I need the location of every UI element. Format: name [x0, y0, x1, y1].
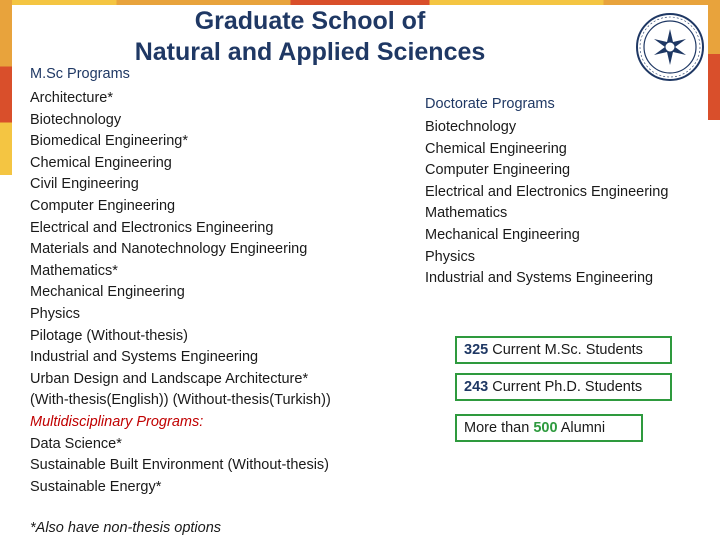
list-item: Materials and Nanotechnology Engineering: [30, 241, 308, 258]
top-decor-bar: [12, 0, 708, 5]
list-item: Physics: [425, 248, 475, 265]
page-title: [130, 6, 490, 68]
list-item: Civil Engineering: [30, 176, 139, 193]
list-item: Biotechnology: [425, 119, 517, 135]
doctorate-program-list: [425, 117, 668, 290]
list-item: Mechanical Engineering: [30, 284, 185, 301]
title-line-2: Natural and Applied Sciences: [134, 38, 486, 66]
alumni-stat-box: [455, 414, 643, 442]
doctorate-programs-heading: Doctorate Programs: [425, 96, 555, 112]
list-item: Pilotage (Without-thesis): [30, 327, 188, 344]
list-item: Computer Engineering: [30, 197, 176, 214]
right-decor-stripe: [708, 0, 720, 120]
list-item: Biomedical Engineering*: [30, 133, 188, 150]
title-line-1: Graduate School of: [194, 7, 426, 35]
left-decor-stripe: [0, 0, 12, 175]
alumni-count: 500: [533, 420, 558, 436]
alumni-prefix: More than: [464, 420, 534, 436]
multidisciplinary-heading: Multidisciplinary Programs:: [30, 413, 204, 430]
list-item: Industrial and Systems Engineering: [425, 270, 654, 287]
list-item: Chemical Engineering: [425, 140, 567, 157]
list-item: Sustainable Built Environment (Without-thesis): [30, 457, 329, 474]
list-item: Computer Engineering: [425, 162, 571, 179]
list-item: Electrical and Electronics Engineering: [425, 183, 669, 200]
phd-students-stat-box: [455, 373, 672, 401]
msc-students-stat-box: [455, 336, 672, 364]
phd-students-count: 243: [464, 379, 489, 395]
list-item: Sustainable Energy*: [30, 478, 162, 495]
msc-program-list: [30, 88, 331, 498]
list-item: (With-thesis(English)) (Without-thesis(Turkish)): [30, 392, 331, 409]
list-item: Mathematics*: [30, 262, 118, 279]
list-item: Mechanical Engineering: [425, 226, 580, 243]
phd-students-label: Current Ph.D. Students: [488, 379, 643, 395]
list-item: Mathematics: [425, 205, 508, 222]
list-item: Biotechnology: [30, 111, 122, 128]
list-item: Industrial and Systems Engineering: [30, 349, 259, 366]
alumni-suffix: Alumni: [557, 420, 606, 436]
list-item: Architecture*: [30, 90, 114, 106]
list-item: Electrical and Electronics Engineering: [30, 219, 274, 236]
list-item: Chemical Engineering: [30, 154, 172, 171]
university-seal-icon: [635, 12, 705, 82]
list-item: Urban Design and Landscape Architecture*: [30, 370, 309, 387]
msc-programs-heading: M.Sc Programs: [30, 66, 130, 82]
msc-students-count: 325: [464, 342, 489, 358]
msc-students-label: Current M.Sc. Students: [488, 342, 643, 358]
list-item: Physics: [30, 305, 80, 322]
list-item: Data Science*: [30, 435, 122, 452]
footnote: *Also have non-thesis options: [30, 520, 222, 536]
